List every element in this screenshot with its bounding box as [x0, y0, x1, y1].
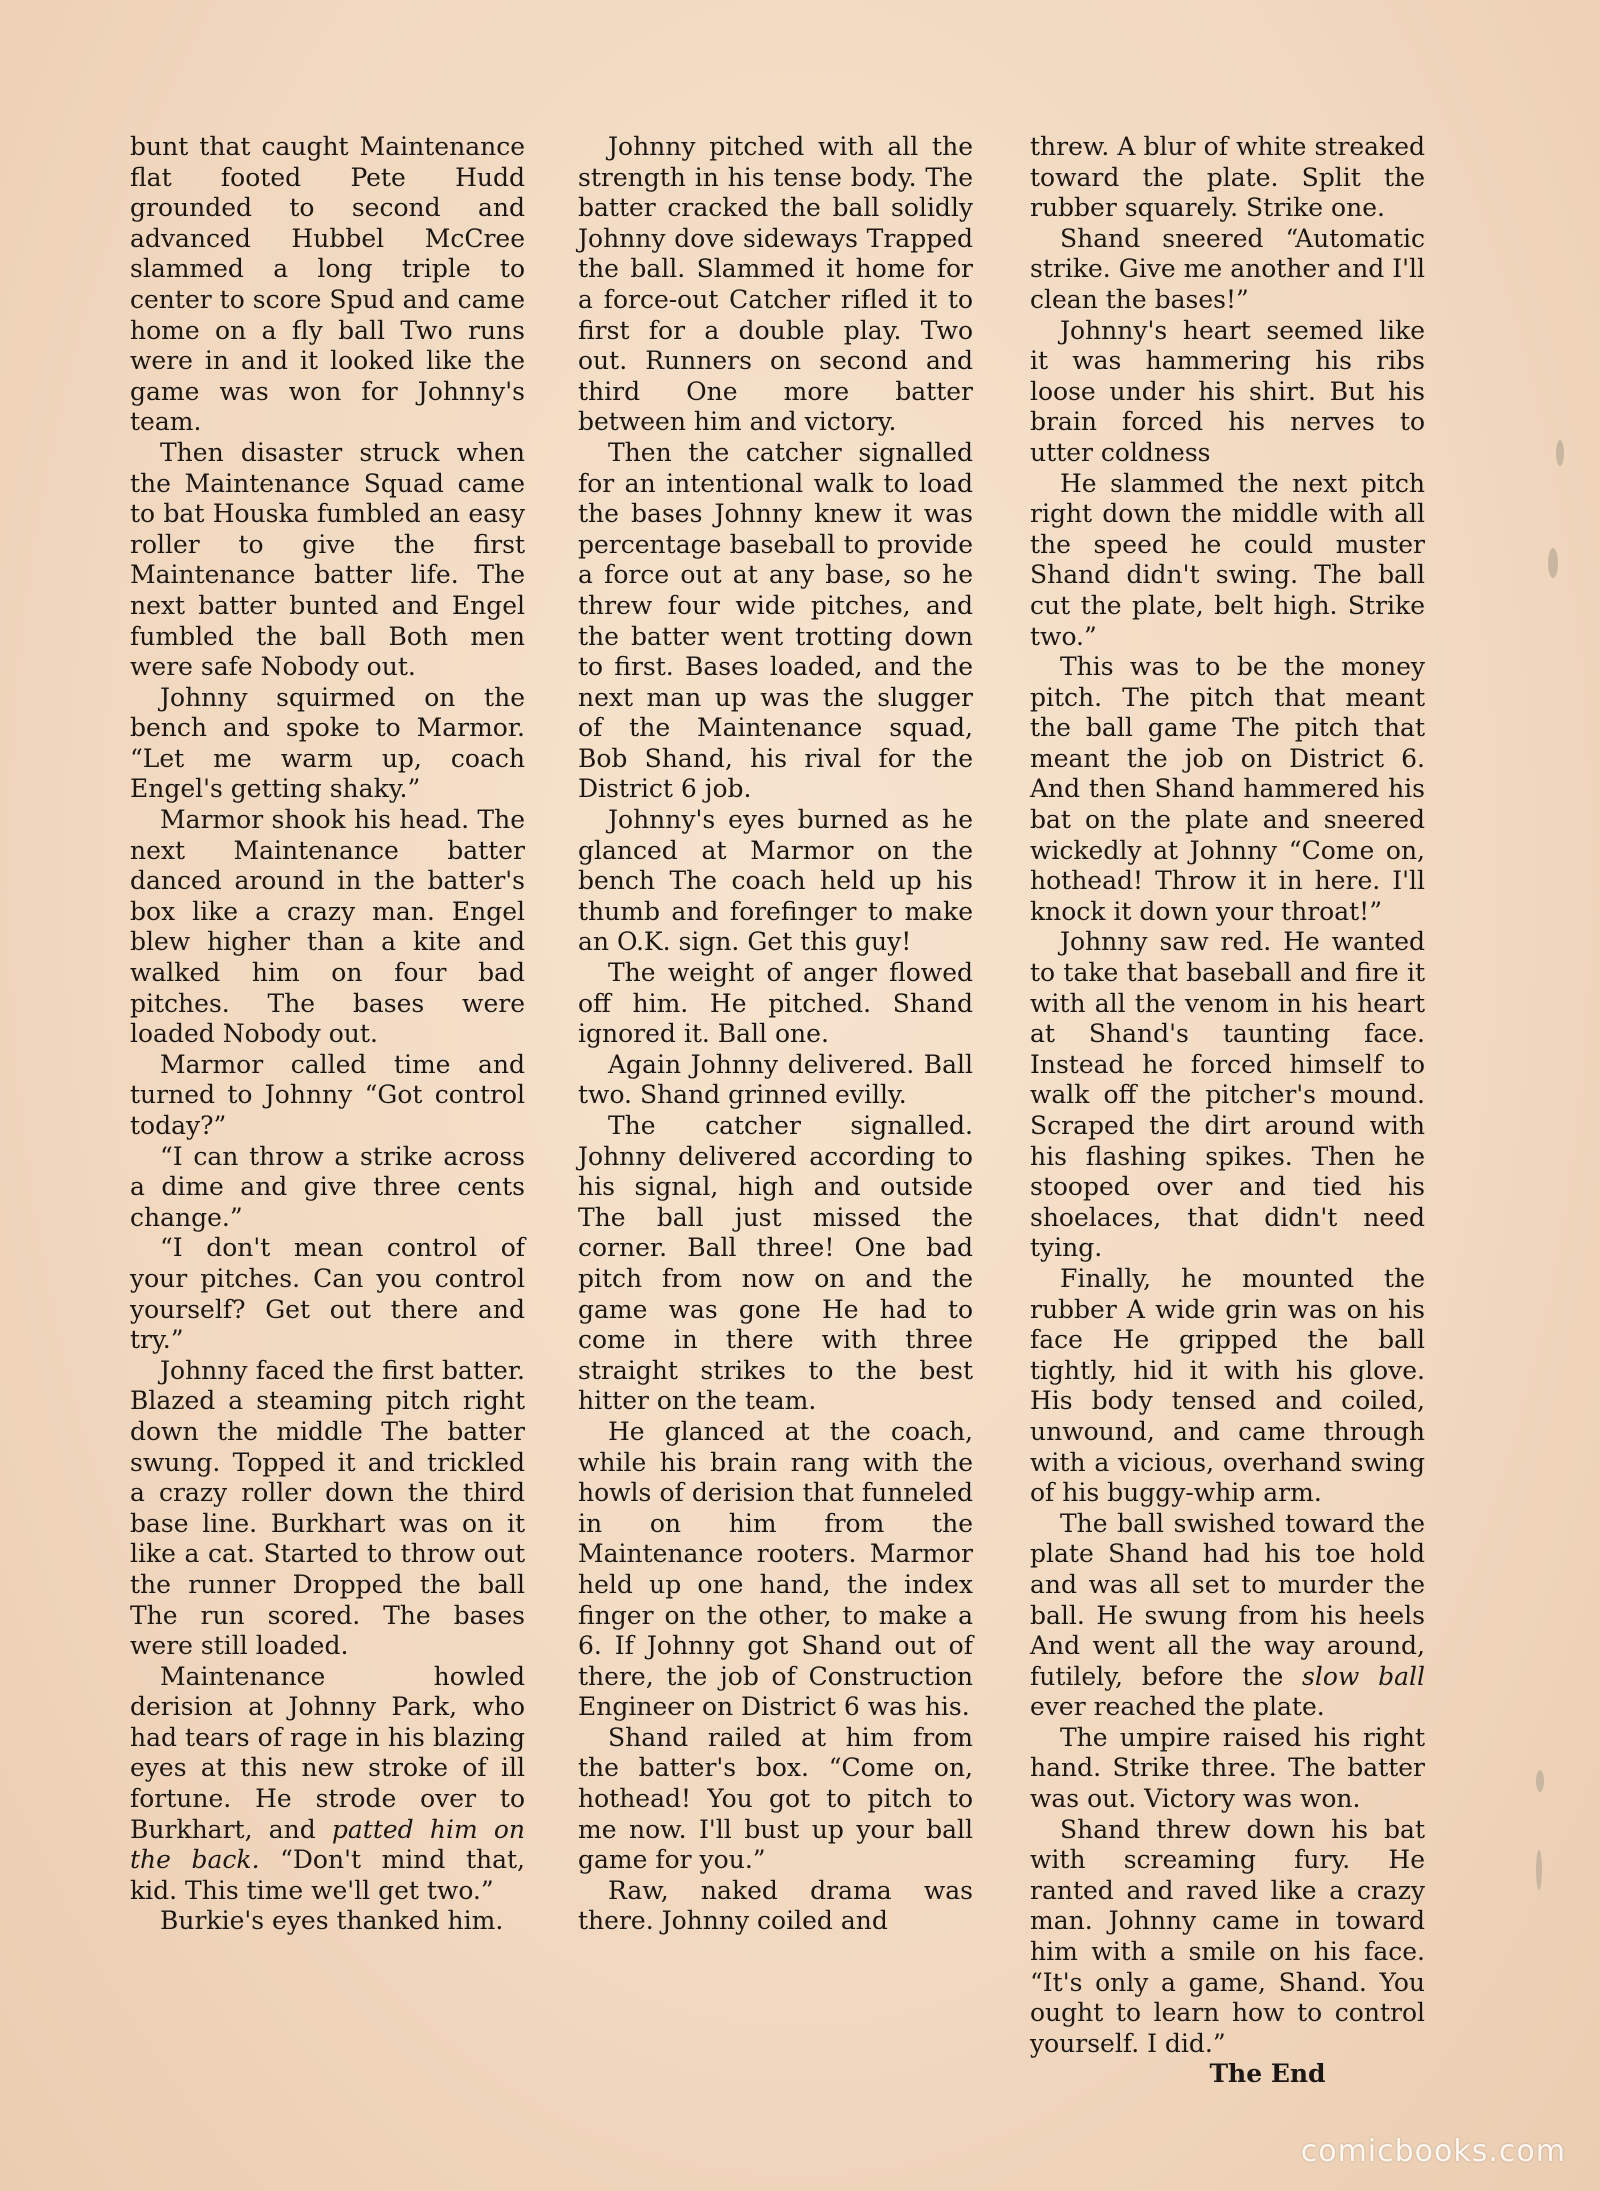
paragraph: He glanced at the coach, while his brain rang with the howls of derision that funneled in on him from the Maintenance rooters. Marmor held up one hand, the index finger on the other, to make a 6. If Johnny got Shand out of there, the job of Construction Engineer on District 6 was his. — [578, 1416, 973, 1722]
paragraph: The umpire raised his right hand. Strike three. The batter was out. Victory was won. — [1030, 1722, 1425, 1814]
paragraph: Johnny squirmed on the bench and spoke to Marmor. “Let me warm up, coach Engel's getting shaky.” — [130, 682, 525, 804]
text-run: “Don't mind that, kid. This time we'll get two.” — [130, 1845, 525, 1905]
paragraph: Again Johnny delivered. Ball two. Shand grinned evilly. — [578, 1049, 973, 1110]
paragraph: Johnny saw red. He wanted to take that baseball and fire it with all the venom in his heart at Shand's taunting face. Instead he forced himself to walk off the pitcher's mound. Scraped the dirt around with his flashing spikes. Then he stooped over and tied his shoelaces, that didn't need tying. — [1030, 927, 1425, 1263]
paragraph: Johnny's heart seemed like it was hammering his ribs loose under his shirt. But his brain forced his nerves to utter coldness — [1030, 315, 1425, 467]
paragraph: The catcher signalled. Johnny delivered according to his signal, high and outside The ball just missed the corner. Ball three! One bad pitch from now on and the game was gone He had to come in there with three straight strikes to the best hitter on the team. — [578, 1111, 973, 1416]
text-column-3 — [1030, 132, 1425, 2090]
paragraph: Marmor called time and turned to Johnny “Got control today?” — [130, 1049, 525, 1140]
paragraph: Johnny faced the first batter. Blazed a steaming pitch right down the middle The batter swung. Topped it and trickled a crazy roller down the third base line. Burkhart was on it like a cat. Started to throw out the runner Dropped the ball The run scored. The bases were still loaded. — [130, 1355, 525, 1661]
paragraph: Johnny pitched with all the strength in his tense body. The batter cracked the ball solidly Johnny dove sideways Trapped the ball. Slammed it home for a force-out Catcher rifled it to first for a double play. Two out. Runners on second and third One more batter between him and victory. — [578, 132, 973, 437]
paragraph: Finally, he mounted the rubber A wide grin was on his face He gripped the ball tightly, hid it with his glove. His body tensed and coiled, unwound, and came through with a vicious, overhand swing of his buggy-whip arm. — [1030, 1263, 1425, 1508]
paper-blemish — [1536, 1770, 1544, 1792]
italic-text-run: slow ball — [1302, 1661, 1425, 1691]
paragraph: Marmor shook his head. The next Maintenance batter danced around in the batter's box like a crazy man. Engel blew higher than a kite and walked him on four bad pitches. The bases were loaded Nobody out. — [130, 805, 525, 1049]
site-watermark: comicbooks.com — [1300, 2134, 1566, 2169]
italic-text-run: patted him on the back. — [130, 1814, 525, 1875]
paragraph: Then disaster struck when the Maintenance Squad came to bat Houska fumbled an easy roller to give the first Maintenance batter life. The next batter bunted and Engel fumbled the ball Both men were safe Nobody out. — [130, 437, 525, 682]
paragraph: threw. A blur of white streaked toward the plate. Split the rubber squarely. Strike one. — [1030, 132, 1425, 223]
paragraph: bunt that caught Maintenance flat footed Pete Hudd grounded to second and advanced Hubbel McCree slammed a long triple to center to score Spud and came home on a fly ball Two runs were in and it looked like the game was won for Johnny's team. — [130, 132, 525, 437]
paragraph: This was to be the money pitch. The pitch that meant the ball game The pitch that meant the job on District 6. And then Shand hammered his bat on the plate and sneered wickedly at Johnny “Come on, hothead! Throw it in here. I'll knock it down your throat!” — [1030, 652, 1425, 926]
paragraph: Johnny's eyes burned as he glanced at Marmor on the bench The coach held up his thumb and forefinger to make an O.K. sign. Get this guy! — [578, 805, 973, 957]
paragraph — [130, 1662, 525, 1907]
the-end-label: The End — [1209, 2059, 1326, 2089]
paragraph: Then the catcher signalled for an intentional walk to load the bases Johnny knew it was percentage baseball to provide a force out at any base, so he threw four wide pitches, and the batter went trotting down to first. Bases loaded, and the next man up was the slugger of the Maintenance squad, Bob Shand, his rival for the District 6 job. — [578, 437, 973, 804]
paragraph: “I can throw a strike across a dime and give three cents change.” — [130, 1141, 525, 1232]
text-run: ever reached the plate. — [1030, 1692, 1325, 1722]
paper-blemish — [1548, 548, 1558, 578]
paragraph: He slammed the next pitch right down the middle with all the speed he could muster Shand didn't swing. The ball cut the plate, belt high. Strike two.” — [1030, 468, 1425, 651]
text-run: The ball swished toward the plate Shand had his toe hold and was all set to murder the ball. He swung from his heels And went all the way around, futilely, before the — [1030, 1508, 1425, 1691]
paragraph: Burkie's eyes thanked him. — [160, 1906, 504, 1936]
paragraph: Raw, naked drama was there. Johnny coiled and — [578, 1875, 973, 1936]
paragraph: Shand threw down his bat with screaming fury. He ranted and raved like a crazy man. Johnny came in toward him with a smile on his face. “It's only a game, Shand. You ought to learn how to control yourself. I did.” — [1030, 1814, 1425, 2058]
paper-blemish — [1556, 440, 1564, 466]
paragraph — [1030, 1509, 1425, 1723]
text-column-1 — [130, 132, 525, 1937]
paragraph: “I don't mean control of your pitches. Can you control yourself? Get out there and try.” — [130, 1233, 525, 1355]
paragraph: The weight of anger flowed off him. He pitched. Shand ignored it. Ball one. — [578, 958, 973, 1049]
paragraph: Shand railed at him from the batter's box. “Come on, hothead! You got to pitch to me now. I'll bust up your ball game for you.” — [578, 1722, 973, 1875]
paragraph: Shand sneered “Automatic strike. Give me another and I'll clean the bases!” — [1030, 223, 1425, 314]
paper-blemish — [1536, 1850, 1542, 1890]
text-column-2 — [578, 132, 973, 1937]
text-run: Maintenance howled derision at Johnny Park, who had tears of rage in his blazing eyes at this new stroke of ill fortune. He strode over to Burkhart, and — [130, 1661, 525, 1844]
